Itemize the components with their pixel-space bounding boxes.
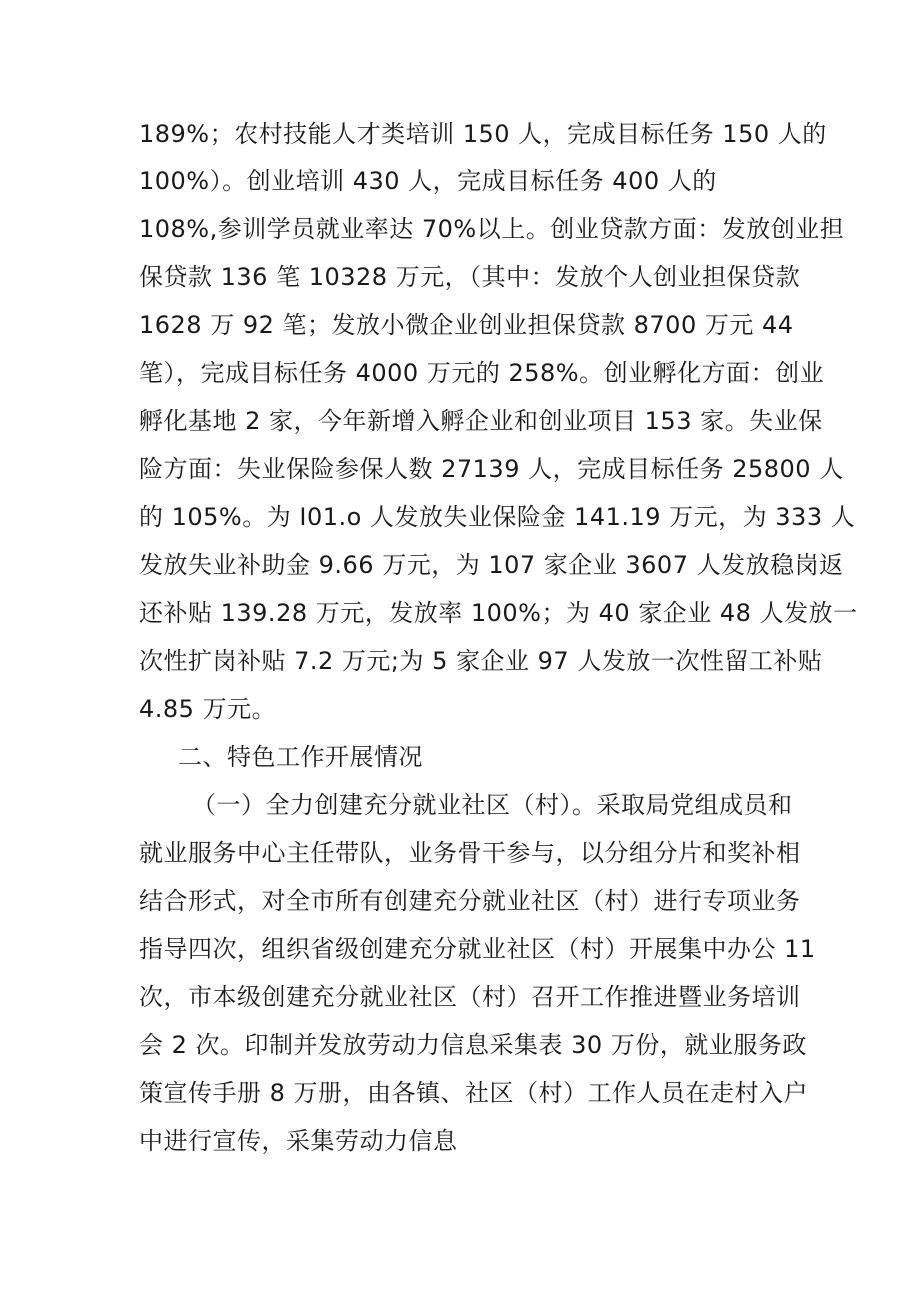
paragraph-line: 会 2 次。印制并发放劳动力信息采集表 30 万份，就业服务政: [139, 1031, 807, 1059]
paragraph-line: 保贷款 136 笔 10328 万元，（其中：发放个人创业担保贷款: [139, 263, 801, 291]
paragraph-line: 189%；农村技能人才类培训 150 人，完成目标任务 150 人的: [139, 120, 827, 148]
paragraph-line: 发放失业补助金 9.66 万元，为 107 家企业 3607 人发放稳岗返: [139, 551, 844, 579]
paragraph-line: 次，市本级创建充分就业社区（村）召开工作推进暨业务培训: [139, 983, 801, 1011]
paragraph-line: 100%）。创业培训 430 人，完成目标任务 400 人的: [139, 167, 717, 195]
paragraph-line: 结合形式，对全市所有创建充分就业社区（村）进行专项业务: [139, 887, 801, 915]
paragraph-line: 次性扩岗补贴 7.2 万元;为 5 家企业 97 人发放一次性留工补贴: [139, 647, 823, 675]
paragraph-line: 孵化基地 2 家，今年新增入孵企业和创业项目 153 家。失业保: [139, 407, 823, 435]
paragraph-line: 108%,参训学员就业率达 70%以上。创业贷款方面：发放创业担: [139, 215, 845, 243]
paragraph-line: 的 105%。为 I01.o 人发放失业保险金 141.19 万元，为 333 人: [139, 503, 856, 531]
paragraph-line: 1628 万 92 笔；发放小微企业创业担保贷款 8700 万元 44: [139, 311, 794, 339]
paragraph-line: 指导四次，组织省级创建充分就业社区（村）开展集中办公 11: [139, 935, 816, 963]
paragraph-line: 险方面：失业保险参保人数 27139 人，完成目标任务 25800 人: [139, 455, 844, 483]
subsection-heading-line: （一）全力创建充分就业社区（村）。采取局党组成员和: [192, 791, 793, 819]
paragraph-line: 4.85 万元。: [139, 695, 277, 723]
paragraph-line: 还补贴 139.28 万元，发放率 100%；为 40 家企业 48 人发放一: [139, 599, 858, 627]
paragraph-line: 策宣传手册 8 万册，由各镇、社区（村）工作人员在走村入户: [139, 1079, 809, 1107]
paragraph-line: 笔），完成目标任务 4000 万元的 258%。创业孵化方面：创业: [139, 359, 825, 387]
section-heading: 二、特色工作开展情况: [178, 743, 423, 771]
paragraph-line: 中进行宣传，采集劳动力信息: [139, 1127, 458, 1155]
paragraph-line: 就业服务中心主任带队，业务骨干参与，以分组分片和奖补相: [139, 839, 801, 867]
